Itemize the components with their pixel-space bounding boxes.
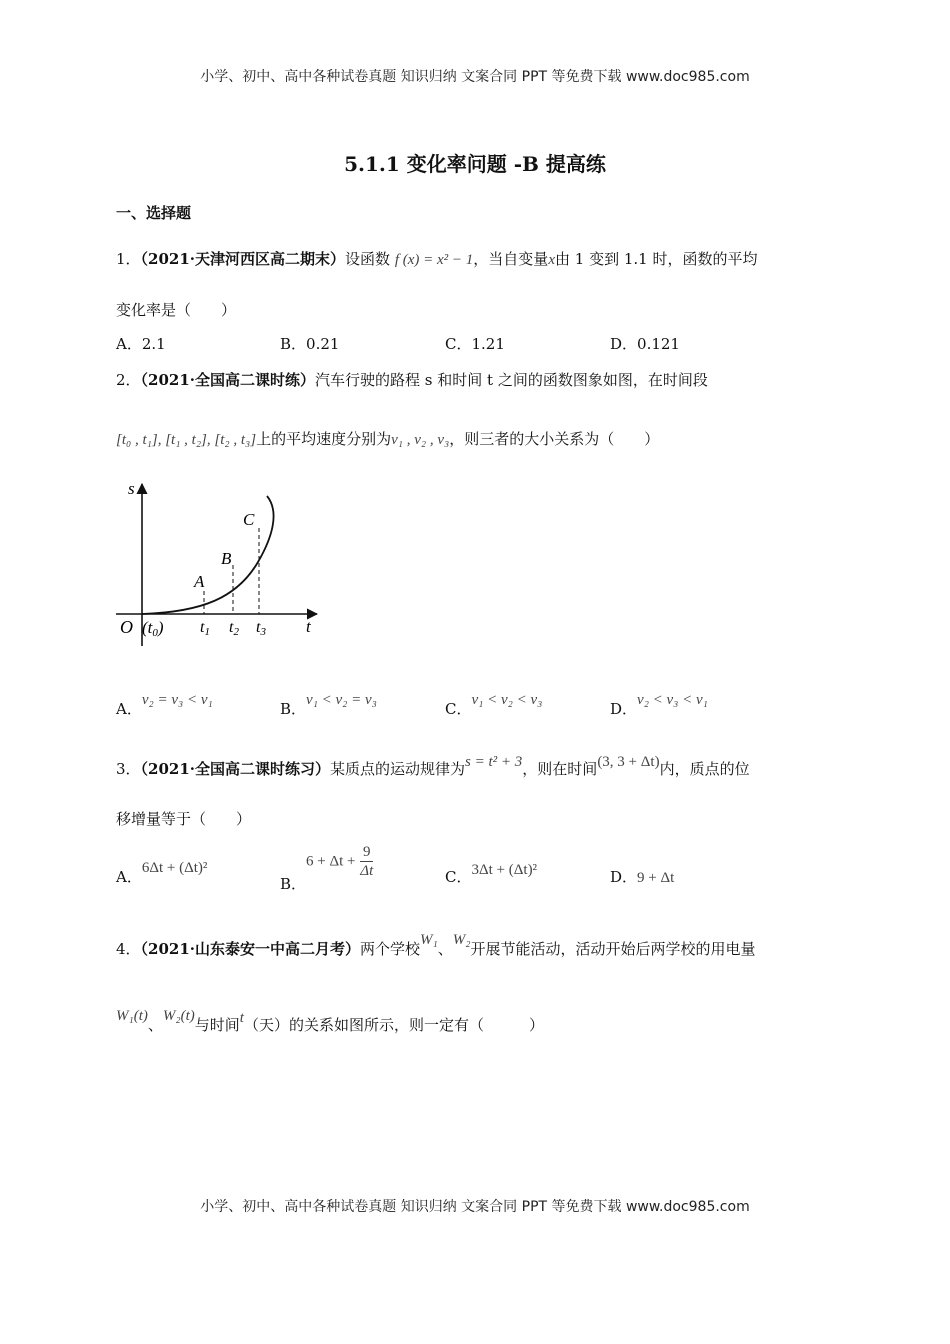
q3-option-a-math: 6Δt + (Δt)²	[141, 860, 208, 876]
q2-option-a-math: v₂ = v₃ < v₁	[141, 692, 213, 708]
q2-option-letter: C．	[445, 700, 472, 718]
q3-source: （2021·全国高二课时练习）	[140, 760, 331, 778]
q2-text: 上的平均速度分别为	[256, 430, 392, 448]
q3-interval: (3, 3 + Δt)	[597, 754, 660, 770]
q3-option-letter: D．	[610, 868, 638, 886]
q2-velocities: v₁ , v₂ , v₃	[391, 432, 450, 448]
q3-line2: 移增量等于（ ）	[116, 810, 252, 828]
q3-option-a	[116, 856, 208, 886]
q4-line1	[116, 932, 756, 959]
q1-text: ，当自变量	[473, 250, 549, 268]
section-heading: 一、选择题	[116, 204, 192, 222]
q4-line2	[116, 1008, 544, 1035]
q2-option-letter: A．	[116, 700, 142, 718]
q4-w1t: W₁(t)	[116, 1008, 148, 1024]
t0-label: (t0)	[142, 618, 164, 639]
origin-label: O	[120, 617, 133, 637]
q1-option-c: C．1.21	[445, 335, 505, 353]
q4-text: 、	[437, 940, 453, 958]
q2-text: 汽车行驶的路程 s 和时间 t 之间的函数图象如图，在时间段	[315, 371, 708, 389]
q4-number: 4．	[116, 940, 141, 958]
q1-text: 设函数	[345, 250, 391, 268]
q3-option-letter: A．	[116, 868, 142, 886]
q3-option-d-math: 9 + Δt	[637, 870, 675, 886]
q2-intervals: [t₀ , t₁], [t₁ , t₂], [t₂ , t₃]	[116, 432, 257, 448]
q3-text: 内，质点的位	[659, 760, 750, 778]
q4-text: 开展节能活动，活动开始后两学校的用电量	[470, 940, 756, 958]
q1-text: 由 1 变到 1.1 时，函数的平均	[554, 250, 758, 268]
q1-line1	[116, 248, 757, 269]
q1-option-b: B．0.21	[280, 335, 340, 353]
q3-option-letter: B．	[280, 874, 307, 893]
q4-tvar: t	[239, 1010, 244, 1026]
q1-option-a: A．2.1	[116, 335, 166, 353]
q3-formula: s = t² + 3	[465, 754, 523, 770]
q2-line1	[116, 369, 708, 390]
tick-t3-label: t3	[256, 619, 266, 638]
q1-line2: 变化率是（ ）	[116, 301, 237, 319]
q1-number: 1．	[116, 250, 141, 268]
tick-t1-label: t1	[200, 619, 210, 638]
q3-option-c	[445, 858, 538, 886]
q4-text: 、	[147, 1016, 163, 1034]
point-a-label: A	[194, 572, 205, 591]
q3-option-d	[610, 866, 674, 887]
q4-text: 两个学校	[360, 940, 421, 958]
q1-formula: f (x) = x² − 1	[394, 252, 474, 268]
q4-text: （天）的关系如图所示，则一定有（ ）	[243, 1016, 544, 1034]
y-axis-label: s	[128, 479, 135, 498]
page-title: 5.1.1 变化率问题 -B 提高练	[344, 152, 606, 176]
q2-text: ，则三者的大小关系为（ ）	[449, 430, 660, 448]
q3-number: 3．	[116, 760, 141, 778]
q4-w2: W₂	[452, 932, 471, 948]
q3-text: 某质点的运动规律为	[330, 760, 466, 778]
q3-option-b-math: 6 + Δt +	[306, 853, 356, 870]
q2-option-d	[610, 688, 708, 718]
q2-option-letter: B．	[280, 700, 307, 718]
q1-option-d: D．0.121	[610, 335, 680, 353]
q4-w2t: W₂(t)	[162, 1008, 195, 1024]
q2-option-c	[445, 688, 543, 718]
q3-option-b	[280, 843, 374, 893]
q3-line1	[116, 754, 750, 779]
q2-option-c-math: v₁ < v₂ < v₃	[471, 692, 543, 708]
distance-time-graph	[112, 478, 327, 653]
x-axis-label: t	[306, 617, 311, 636]
q2-option-d-math: v₂ < v₃ < v₁	[637, 692, 708, 708]
q2-option-b-math: v₁ < v₂ = v₃	[306, 692, 377, 708]
q2-line2	[116, 428, 659, 449]
q1-var: x	[548, 252, 555, 268]
page-header: 小学、初中、高中各种试卷真题 知识归纳 文案合同 PPT 等免费下载 www.doc985.com	[200, 69, 750, 85]
q4-text: 与时间	[194, 1016, 240, 1034]
page-footer: 小学、初中、高中各种试卷真题 知识归纳 文案合同 PPT 等免费下载 www.doc985.com	[200, 1199, 750, 1215]
q3-option-letter: C．	[445, 868, 472, 886]
point-c-label: C	[243, 510, 255, 529]
q2-option-b	[280, 688, 377, 718]
point-b-label: B	[221, 549, 232, 568]
q2-option-a	[116, 688, 213, 718]
q1-source: （2021·天津河西区高二期末）	[140, 250, 346, 268]
q4-source: （2021·山东泰安一中高二月考）	[140, 940, 361, 958]
q4-w1: W₁	[420, 932, 438, 948]
tick-t2-label: t2	[229, 619, 239, 638]
q3-option-c-math: 3Δt + (Δt)²	[471, 862, 538, 878]
q3-option-b-fraction: $\frac{9}{\Delta t}$	[360, 844, 374, 879]
q2-source: （2021·全国高二课时练）	[140, 371, 316, 389]
q3-text: ，则在时间	[522, 760, 598, 778]
q2-number: 2．	[116, 371, 141, 389]
q2-option-letter: D．	[610, 700, 638, 718]
